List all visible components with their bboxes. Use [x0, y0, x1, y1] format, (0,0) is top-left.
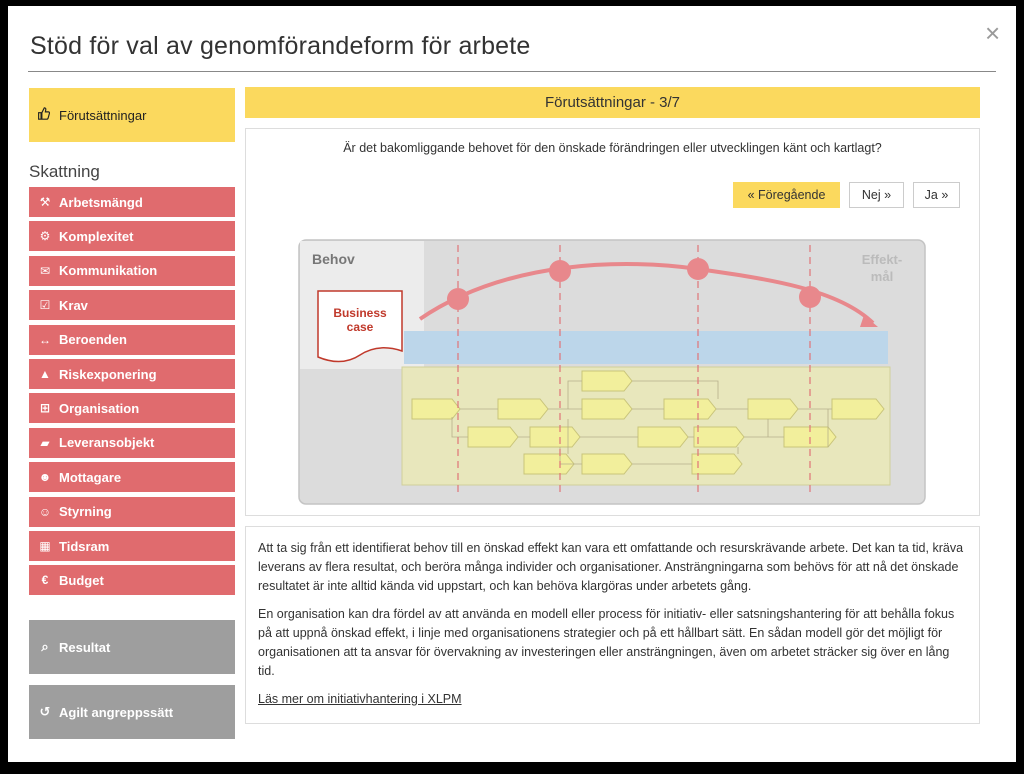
- sidebar-item-label: Budget: [59, 572, 104, 588]
- arrows-icon: ↔: [39, 332, 51, 347]
- truck-icon: ▰: [40, 435, 50, 450]
- question-panel: [245, 128, 980, 516]
- euro-icon: €: [41, 573, 49, 588]
- sidebar-item-label: Beroenden: [59, 332, 127, 348]
- dialog-title: Stöd för val av genomförandeform för arbete: [30, 32, 531, 60]
- sidebar-item-mottagare[interactable]: [29, 462, 235, 492]
- diagram-label-effektmal-line1: Effekt-: [861, 252, 903, 267]
- sidebar-item-label: Organisation: [59, 400, 140, 416]
- users-icon: ☺: [38, 504, 52, 519]
- sidebar-item-label: Mottagare: [59, 469, 122, 485]
- sidebar-item-label: Agilt angreppssätt: [59, 704, 174, 720]
- hammer-icon: ⚒: [39, 195, 51, 209]
- initiative-diagram: [298, 239, 928, 507]
- sidebar-item-agilt-angreppssätt[interactable]: [29, 685, 235, 739]
- yes-button[interactable]: Ja »: [913, 182, 960, 208]
- sidebar-item-komplexitet[interactable]: [29, 221, 235, 251]
- calendar-icon: ▦: [39, 539, 51, 553]
- sitemap-icon: ⊞: [39, 401, 51, 416]
- sidebar-item-budget[interactable]: [29, 565, 235, 595]
- sidebar-item-resultat[interactable]: [29, 620, 235, 674]
- sidebar-item-styrning[interactable]: [29, 497, 235, 527]
- search-icon: ⌕: [41, 639, 49, 654]
- sidebar-item-label: Resultat: [59, 639, 111, 655]
- close-icon[interactable]: ×: [985, 18, 1001, 48]
- sidebar-item-leveransobjekt[interactable]: [29, 428, 235, 458]
- sidebar-item-krav[interactable]: [29, 290, 235, 320]
- sidebar-item-organisation[interactable]: [29, 393, 235, 423]
- info-text-panel: [245, 526, 980, 724]
- sidebar-item-label: Arbetsmängd: [59, 194, 143, 210]
- sidebar-item-label: Styrning: [59, 504, 112, 520]
- agile-icon: ↺: [39, 704, 51, 719]
- question-text: Är det bakomliggande behovet för den önskade förändringen eller utvecklingen känt och kartlagt?: [343, 141, 882, 155]
- step-banner: Förutsättningar - 3/7: [245, 87, 980, 118]
- sidebar-item-label: Tidsram: [59, 538, 110, 554]
- chat-icon: ✉: [39, 263, 51, 278]
- cogs-icon: ⚙: [39, 229, 51, 244]
- sidebar-item-forutsattningar[interactable]: [29, 88, 235, 142]
- info-paragraph-2: En organisation kan dra fördel av att använda en modell eller process för initiativ- eller satsningshantering för att behålla fokus på att uppnå önskad effekt, i linje med organisationens strategier och på ett hållbart sätt. En sådan modell gör det möjligt för organisationen att ta ansvar för övervakning av investeringen eller ansträngningen, även om arbetet sträcker sig över en lång tid.: [258, 607, 955, 678]
- modal-dialog: [8, 6, 1016, 762]
- read-more-link[interactable]: Läs mer om initiativhantering i XLPM: [258, 692, 462, 706]
- warning-icon: ▲: [39, 367, 51, 381]
- thumbs-up-icon: [37, 107, 51, 123]
- sidebar-item-riskexponering[interactable]: [29, 359, 235, 389]
- section-label-skattning: Skattning: [29, 162, 100, 181]
- business-case-line1: Business: [333, 306, 387, 320]
- title-divider: [28, 71, 996, 72]
- diagram-process-area: [402, 367, 890, 485]
- sidebar-item-label: Krav: [59, 297, 88, 313]
- info-paragraph-1: Att ta sig från ett identifierat behov till en önskad effekt kan vara ett omfattande och resurskrävande arbete. Det kan ta tid, kräva leverans av flera resultat, och beröra många individer och organisationer. Ansträngningarna som behövs för att nå det önskade resultatet är inte alltid kända vid uppstart, och kan behöva klargöras under arbetets gång.: [258, 541, 964, 593]
- diagram-blue-band: [404, 331, 888, 364]
- sidebar-item-label: Leveransobjekt: [59, 435, 155, 451]
- sidebar-item-kommunikation[interactable]: [29, 256, 235, 286]
- sidebar-item-tidsram[interactable]: [29, 531, 235, 561]
- user-icon: ☻: [38, 470, 52, 485]
- sidebar-item-label: Riskexponering: [59, 366, 157, 382]
- diagram-label-effektmal-line2: mål: [870, 269, 894, 284]
- checkbox-icon: ☑: [39, 298, 51, 313]
- sidebar-item-beroenden[interactable]: [29, 325, 235, 355]
- diagram-label-behov: Behov: [312, 251, 355, 267]
- no-button[interactable]: Nej »: [849, 182, 904, 208]
- business-case-line2: case: [346, 320, 374, 334]
- sidebar-item-label: Kommunikation: [59, 263, 158, 279]
- sidebar-item-label: Förutsättningar: [59, 107, 147, 123]
- sidebar-item-arbetsmängd[interactable]: [29, 187, 235, 217]
- previous-button[interactable]: « Föregående: [733, 182, 840, 208]
- sidebar-item-label: Komplexitet: [59, 228, 134, 244]
